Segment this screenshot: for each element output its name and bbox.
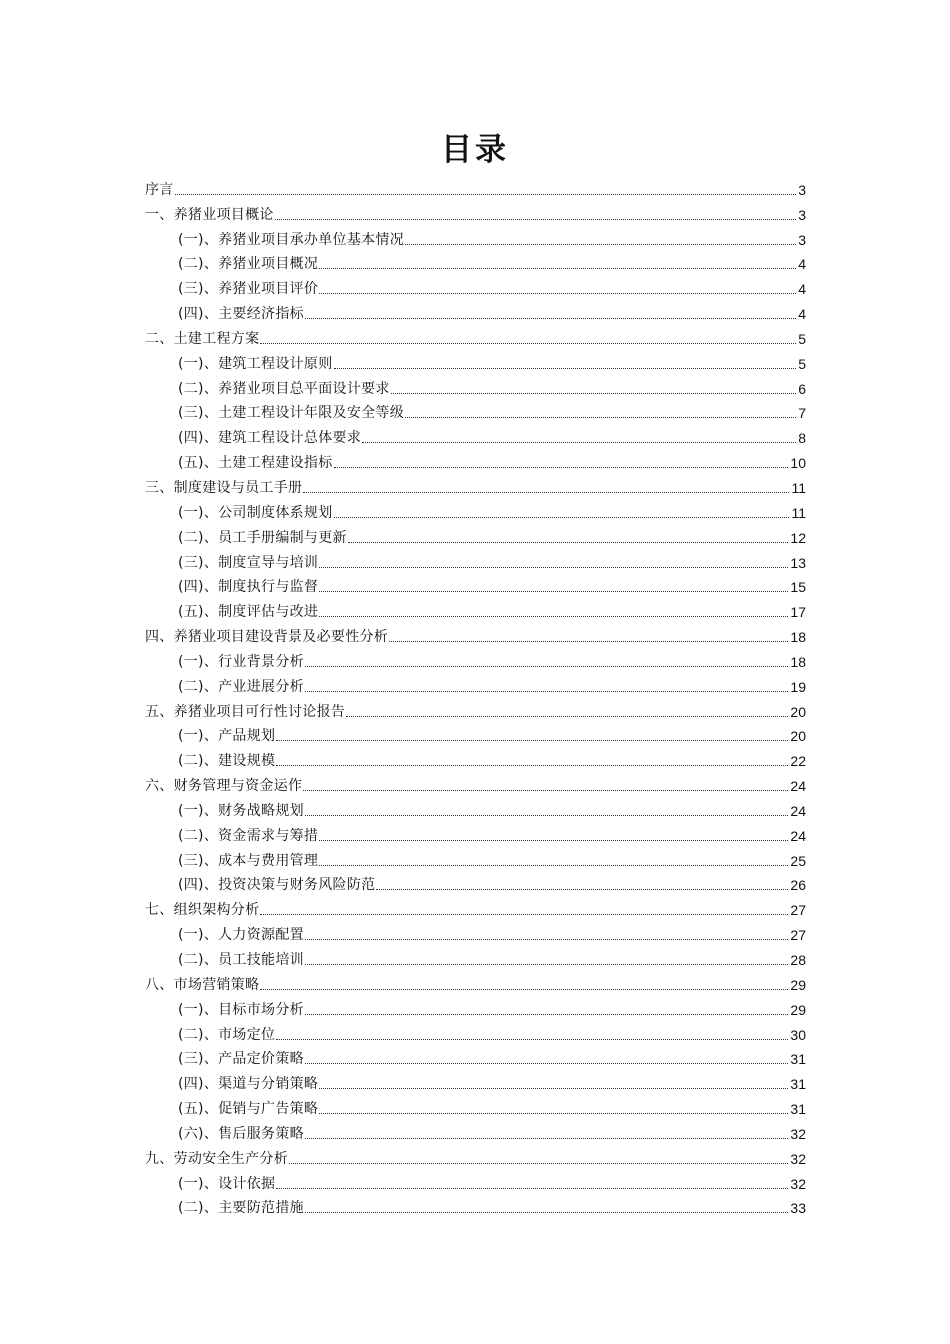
toc-dot-leader — [346, 715, 788, 717]
toc-entry-label: (一)、设计依据 — [178, 1175, 276, 1192]
toc-dot-leader — [334, 466, 789, 468]
toc-page-number: 24 — [790, 827, 806, 844]
toc-entry-label: 八、市场营销策略 — [145, 976, 260, 993]
toc-page-number: 27 — [790, 902, 806, 919]
toc-section-entry[interactable] — [145, 596, 806, 621]
toc-page-number: 3 — [798, 181, 806, 198]
toc-page-number: 5 — [798, 355, 806, 372]
toc-entry-label: (三)、成本与费用管理 — [178, 852, 319, 869]
toc-entry-label: (一)、目标市场分析 — [178, 1001, 304, 1018]
toc-page-number: 26 — [790, 877, 806, 894]
toc-entry-label: (三)、养猪业项目评价 — [178, 281, 319, 298]
toc-dot-leader — [376, 888, 788, 890]
toc-entry-label: (二)、员工手册编制与更新 — [178, 529, 347, 546]
toc-entry-label: (一)、财务战略规划 — [178, 802, 304, 819]
toc-entry-label: (四)、投资决策与财务风险防范 — [178, 877, 376, 894]
toc-section-entry[interactable] — [145, 1019, 806, 1044]
toc-entry-label: 三、制度建设与员工手册 — [145, 479, 303, 496]
toc-dot-leader — [389, 640, 788, 642]
toc-section-entry[interactable] — [145, 572, 806, 597]
toc-section-entry[interactable] — [145, 646, 806, 671]
toc-dot-leader — [348, 541, 789, 543]
toc-dot-leader — [334, 367, 797, 369]
toc-page-number: 31 — [790, 1101, 806, 1118]
toc-entry-label: (一)、养猪业项目承办单位基本情况 — [178, 231, 405, 248]
toc-dot-leader — [319, 864, 788, 866]
toc-dot-leader — [260, 913, 788, 915]
toc-page-number: 29 — [790, 976, 806, 993]
toc-section-entry[interactable] — [145, 422, 806, 447]
toc-entry-label: (四)、制度执行与监督 — [178, 579, 319, 596]
toc-dot-leader — [305, 1211, 788, 1213]
toc-entry-label: (五)、土建工程建设指标 — [178, 455, 333, 472]
toc-entry-label: (二)、养猪业项目总平面设计要求 — [178, 380, 390, 397]
toc-chapter-entry[interactable] — [145, 894, 806, 919]
toc-page-number: 24 — [790, 778, 806, 795]
toc-section-entry[interactable] — [145, 944, 806, 969]
toc-dot-leader — [319, 267, 796, 269]
toc-dot-leader — [319, 292, 796, 294]
toc-chapter-entry[interactable] — [145, 199, 806, 224]
toc-entry-label: (二)、员工技能培训 — [178, 952, 304, 968]
toc-dot-leader — [319, 590, 788, 592]
toc-section-entry[interactable] — [145, 845, 806, 870]
toc-section-entry[interactable] — [145, 1168, 806, 1193]
toc-page-number: 15 — [790, 579, 806, 596]
toc-page-number: 33 — [790, 1200, 806, 1217]
toc-dot-leader — [405, 243, 796, 245]
toc-section-entry[interactable] — [145, 795, 806, 820]
toc-page-number: 20 — [790, 703, 806, 720]
toc-page-number: 3 — [798, 231, 806, 248]
toc-entry-label: 五、养猪业项目可行性讨论报告 — [145, 703, 346, 720]
toc-entry-label: 二、土建工程方案 — [145, 330, 260, 347]
toc-entry-label: (三)、产品定价策略 — [178, 1051, 304, 1068]
toc-section-entry[interactable] — [145, 273, 806, 298]
toc-dot-leader — [305, 1013, 788, 1015]
toc-entry-label: (三)、制度宣导与培训 — [178, 554, 319, 571]
toc-entry-label: (五)、制度评估与改进 — [178, 604, 319, 621]
toc-chapter-entry[interactable] — [145, 472, 806, 497]
toc-page-number: 7 — [798, 405, 806, 422]
toc-dot-leader — [305, 1062, 788, 1064]
toc-entry-label: 七、组织架构分析 — [145, 902, 260, 919]
toc-dot-leader — [276, 1187, 788, 1189]
toc-list — [145, 174, 806, 1217]
toc-page-number: 13 — [790, 554, 806, 571]
toc-section-entry[interactable] — [145, 373, 806, 398]
toc-page-number: 24 — [790, 802, 806, 819]
toc-entry-label: 序言 — [145, 181, 174, 198]
toc-dot-leader — [175, 193, 797, 195]
toc-entry-label: (四)、渠道与分销策略 — [178, 1076, 319, 1093]
toc-section-entry[interactable] — [145, 497, 806, 522]
toc-page-number: 32 — [790, 1125, 806, 1142]
toc-entry-label: (四)、主要经济指标 — [178, 306, 304, 323]
toc-entry-label: (四)、建筑工程设计总体要求 — [178, 430, 362, 447]
toc-section-entry[interactable] — [145, 1044, 806, 1069]
toc-chapter-entry[interactable] — [145, 770, 806, 795]
toc-dot-leader — [303, 491, 789, 493]
toc-page-number: 8 — [798, 430, 806, 447]
toc-dot-leader — [305, 665, 788, 667]
toc-title: 目录 — [441, 132, 509, 168]
toc-dot-leader — [362, 441, 796, 443]
toc-dot-leader — [391, 392, 796, 394]
toc-dot-leader — [289, 1162, 788, 1164]
toc-section-entry[interactable] — [145, 745, 806, 770]
toc-page-number: 32 — [790, 1150, 806, 1167]
toc-section-entry[interactable] — [145, 522, 806, 547]
toc-chapter-entry[interactable] — [145, 174, 806, 199]
toc-page-number: 18 — [790, 629, 806, 646]
toc-entry-label: (五)、促销与广告策略 — [178, 1101, 319, 1118]
toc-section-entry[interactable] — [145, 1068, 806, 1093]
toc-page-number: 30 — [790, 1026, 806, 1043]
toc-dot-leader — [319, 566, 788, 568]
toc-entry-label: (一)、人力资源配置 — [178, 927, 304, 944]
toc-page-number: 20 — [790, 728, 806, 745]
toc-chapter-entry[interactable] — [145, 1143, 806, 1168]
toc-page-number: 32 — [790, 1175, 806, 1192]
toc-page-number: 11 — [791, 504, 806, 521]
toc-section-entry[interactable] — [145, 1118, 806, 1143]
toc-dot-leader — [305, 1137, 788, 1139]
toc-entry-label: 六、财务管理与资金运作 — [145, 778, 303, 795]
toc-page-number: 6 — [798, 380, 806, 397]
toc-dot-leader — [275, 218, 797, 220]
toc-chapter-entry[interactable] — [145, 323, 806, 348]
toc-section-entry[interactable] — [145, 348, 806, 373]
toc-dot-leader — [276, 764, 788, 766]
toc-entry-label: (二)、建设规模 — [178, 753, 276, 770]
toc-page-number: 10 — [790, 455, 806, 472]
toc-section-entry[interactable] — [145, 721, 806, 746]
toc-dot-leader — [405, 416, 796, 418]
toc-section-entry[interactable] — [145, 1093, 806, 1118]
toc-page-number: 29 — [790, 1001, 806, 1018]
toc-page-number: 25 — [790, 852, 806, 869]
toc-page-number: 28 — [790, 952, 806, 968]
toc-page-number: 17 — [790, 604, 806, 621]
toc-section-entry[interactable] — [145, 994, 806, 1019]
toc-page-number: 4 — [798, 281, 806, 298]
toc-entry-label: 九、劳动安全生产分析 — [145, 1150, 288, 1167]
toc-section-entry[interactable] — [145, 671, 806, 696]
toc-entry-label: (一)、公司制度体系规划 — [178, 504, 333, 521]
toc-page-number: 12 — [790, 529, 806, 546]
toc-dot-leader — [305, 963, 788, 965]
toc-entry-label: (二)、资金需求与筹措 — [178, 827, 319, 844]
toc-page-number: 11 — [791, 479, 806, 496]
toc-dot-leader — [303, 789, 788, 791]
toc-dot-leader — [260, 342, 796, 344]
toc-chapter-entry[interactable] — [145, 969, 806, 994]
toc-page-number: 19 — [790, 678, 806, 695]
toc-page-number: 4 — [798, 256, 806, 273]
toc-dot-leader — [305, 317, 796, 319]
toc-entry-label: (二)、市场定位 — [178, 1026, 276, 1043]
toc-entry-label: (一)、行业背景分析 — [178, 653, 304, 670]
toc-section-entry[interactable] — [145, 820, 806, 845]
toc-section-entry[interactable] — [145, 249, 806, 274]
toc-section-entry[interactable] — [145, 224, 806, 249]
toc-dot-leader — [276, 1038, 788, 1040]
toc-section-entry[interactable] — [145, 870, 806, 895]
toc-dot-leader — [276, 739, 788, 741]
toc-dot-leader — [334, 516, 790, 518]
toc-section-entry[interactable] — [145, 919, 806, 944]
toc-dot-leader — [305, 814, 788, 816]
toc-entry-label: (一)、建筑工程设计原则 — [178, 355, 333, 372]
toc-entry-label: (二)、产业进展分析 — [178, 678, 304, 695]
toc-entry-label: 一、养猪业项目概论 — [145, 206, 274, 223]
toc-page-number: 27 — [790, 927, 806, 944]
toc-section-entry[interactable] — [145, 547, 806, 572]
toc-page-number: 4 — [798, 306, 806, 323]
toc-entry-label: (二)、养猪业项目概况 — [178, 256, 319, 273]
toc-entry-label: 四、养猪业项目建设背景及必要性分析 — [145, 629, 389, 646]
toc-entry-label: (三)、土建工程设计年限及安全等级 — [178, 405, 405, 422]
toc-chapter-entry[interactable] — [145, 696, 806, 721]
toc-dot-leader — [319, 1112, 788, 1114]
toc-entry-label: (二)、主要防范措施 — [178, 1200, 304, 1217]
toc-entry-label: (一)、产品规划 — [178, 728, 276, 745]
toc-section-entry[interactable] — [145, 1193, 806, 1218]
toc-page-number: 22 — [790, 753, 806, 770]
toc-dot-leader — [260, 988, 788, 990]
toc-page-number: 5 — [798, 330, 806, 347]
toc-page-number: 31 — [790, 1076, 806, 1093]
toc-page-number: 18 — [790, 653, 806, 670]
toc-section-entry[interactable] — [145, 398, 806, 423]
toc-dot-leader — [319, 839, 788, 841]
toc-dot-leader — [319, 1087, 788, 1089]
toc-page-number: 31 — [790, 1051, 806, 1068]
toc-entry-label: (六)、售后服务策略 — [178, 1125, 304, 1142]
toc-chapter-entry[interactable] — [145, 621, 806, 646]
toc-dot-leader — [305, 690, 788, 692]
toc-section-entry[interactable] — [145, 298, 806, 323]
toc-page-number: 3 — [798, 206, 806, 223]
toc-dot-leader — [305, 938, 788, 940]
toc-dot-leader — [319, 615, 788, 617]
toc-section-entry[interactable] — [145, 447, 806, 472]
